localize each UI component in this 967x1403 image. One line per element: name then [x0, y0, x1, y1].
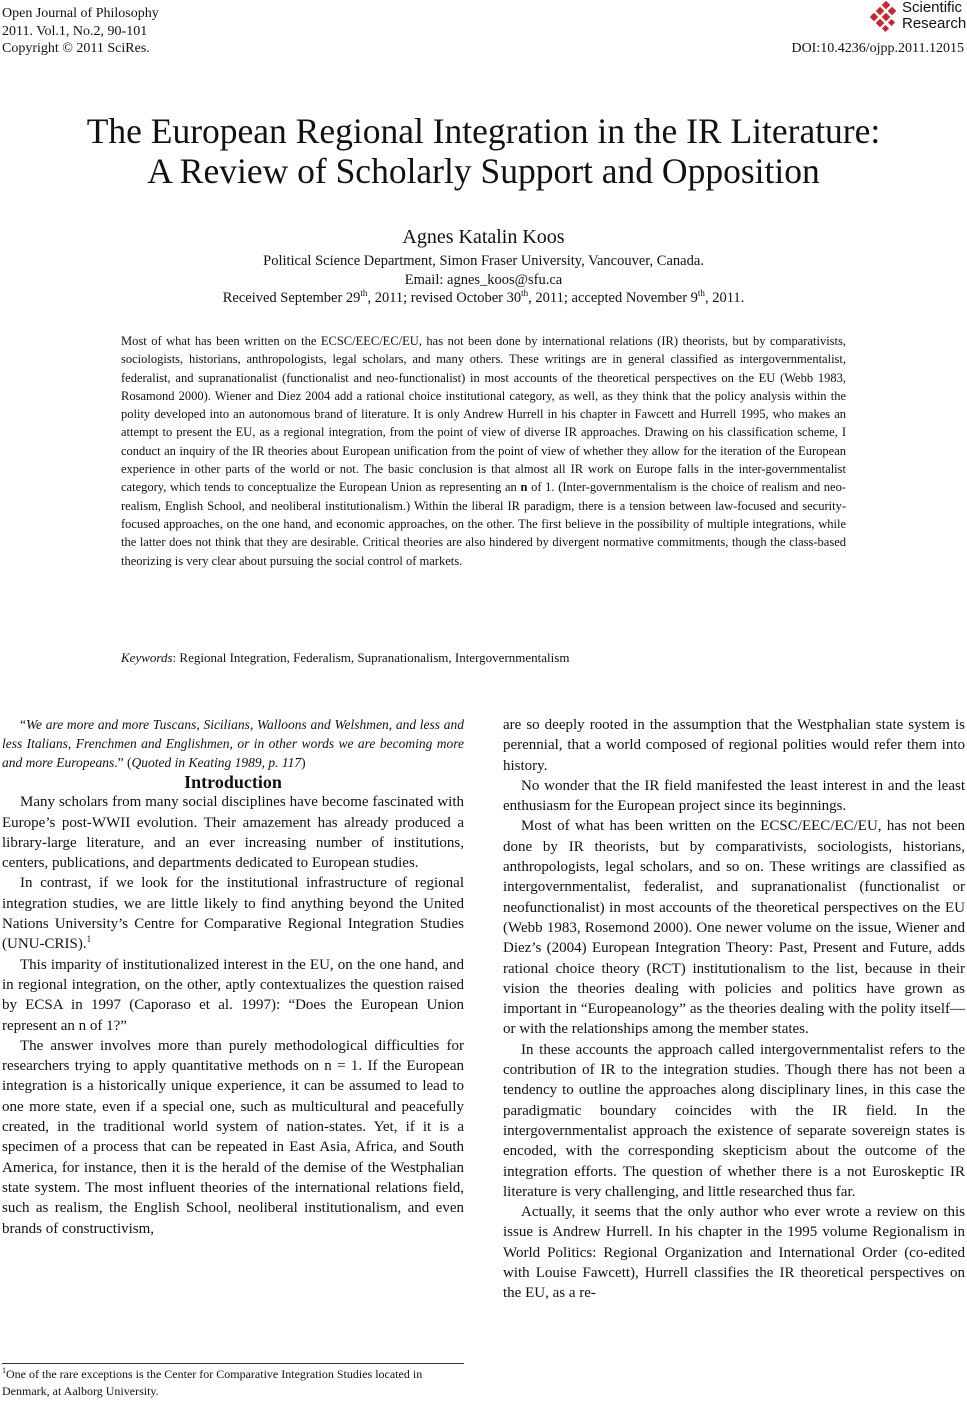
footnote-rule	[2, 1363, 464, 1364]
left-column	[2, 715, 464, 1239]
keywords: Keywords: Regional Integration, Federalism, Supranationalism, Intergovernmentalism	[121, 650, 570, 665]
journal-volume: 2011. Vol.1, No.2, 90-101	[2, 23, 148, 39]
paragraph: Many scholars from many social disciplines have become fascinated with Europe’s post-WWII evolution. Their amazement has already produced a library-large literature, and an ever increasing number of institutions, centers, publications, and departments dedicated to European studies.	[2, 794, 464, 872]
article-title: The European Regional Integration in the IR Literature: A Review of Scholarly Support and Opposition	[86, 111, 881, 191]
publisher-name: Scientific Research	[902, 0, 967, 32]
affiliation-block	[0, 252, 967, 308]
paragraph: are so deeply rooted in the assumption that the Westphalian state system is perennial, that a world composed of regional polities would refer them into history.	[503, 717, 965, 774]
running-header	[2, 5, 159, 58]
journal-name: Open Journal of Philosophy	[2, 6, 159, 21]
right-column	[503, 715, 965, 1304]
footnote: $^1$One of the rare exceptions is the Center for Comparative Integration Studies located in Denmark, at Aalborg University.	[2, 1366, 423, 1398]
epigraph-quote: “We are more and more Tuscans, Sicilians, Walloons and Welshmen, and less and less Italians, Frenchmen and Englishmen, or in other words we are becoming more and more Europeans.” (Quoted in Keating 1989, p. 117)	[2, 717, 465, 770]
paragraph: No wonder that the IR field manifested the least interest in and the least enthusiasm for the European project since its beginnings.	[503, 777, 965, 815]
paragraph: Actually, it seems that the only author who ever wrote a review on this issue is Andrew Hurrell. In his chapter in the 1995 volume Regionalism in World Politics: Regional Organization and International Order (co-edited with Louise Fawcett), Hurrell classifies the IR theoretical perspectives on the EU, as a re-	[503, 1204, 965, 1302]
publisher-logo	[866, 0, 967, 36]
paragraph: The answer involves more than purely methodological difficulties for researchers trying to apply quantitative methods on n = 1. If the European integration is a historically unique experience, it can be assumed to lead to one more state, even if a special one, such as multicultural and peacefully created, in the traditional world system of nation-states. Yet, if it is a specimen of a process that can be repeated in East Asia, Africa, and South America, for instance, then it is the herald of the demise of the Westphalian state system. The most influent theories of the international relations field, such as realism, the English School, neoliberal institutionalism, and even brands of constructivism,	[2, 1037, 464, 1237]
section-heading: Introduction	[184, 772, 282, 792]
doi: DOI:10.4236/ojpp.2011.12015	[791, 41, 964, 56]
paragraph: Most of what has been written on the ECSC/EEC/EC/EU, has not been done by IR theorists, but by comparativists, sociologists, historians, anthropologists, legal scholars, and so on. These writings are classified as intergovernmentalist, federalist, and supranationalist (functionalist or neofunctionalist) in most accounts of the theoretical perspectives on the EU (Webb 1983, Rosemond 2000). One newer volume on the issue, Wiener and Diez’s (2004) European Integration Theory: Past, Present and Future, adds rational choice theory (RCT) institutionalism to the list, because in their vision the theories dealing with policies and politics have grown as important in “Europeanology” as the theories dealing with the polity itself—or with the relationships among the member states.	[503, 818, 965, 1038]
received-dates: Received September 29th, 2011; revised October 30th, 2011; accepted November 9th, 2011.	[222, 288, 745, 306]
author-name: Agnes Katalin Koos	[402, 226, 565, 248]
affiliation: Political Science Department, Simon Fraser University, Vancouver, Canada.	[263, 253, 704, 269]
paragraph: This imparity of institutionalized interest in the EU, on the one hand, and in regional integration, on the other, aptly contextualizes the question raised by ECSA in 1997 (Caporaso et al. 1997): “Does the European Union represent an n of 1?”	[2, 956, 464, 1034]
email: Email: agnes_koos@sfu.ca	[404, 271, 563, 288]
copyright-line: Copyright © 2011 SciRes.	[2, 41, 150, 56]
footnote-ref: 1	[86, 934, 92, 945]
paragraph: In contrast, if we look for the institutional infrastructure of regional integration studies, we are little likely to find anything beyond the United Nations University’s Centre for Comparative Regional Integration Studies (UNU-CRIS).$^1$	[2, 875, 464, 953]
abstract: Most of what has been written on the ECSC/EEC/EC/EU, has not been done by international relations (IR) theorists, but by comparativists, sociologists, historians, anthropologists, legal scholars, and many others. These writings are in general classified as intergovernmentalist, federalist, and supranationalist (functionalist and neo-functionalist) in most accounts of the theoretical perspectives on the EU (Webb 1983, Rosamond 2000). Wiener and Diez 2004 add a rational choice institutional category, as well, as they think that the policy analysis within the polity developed into an autonomous brand of literature. It is only Andrew Hurrell in his chapter in Fawcett and Hurrell 1995, who makes an attempt to present the EU, as a regional integration, from the point of view of diverse IR approaches. Drawing on his classification scheme, I conduct an inquiry of the IR theories about European unification from the point of view of whether they allow for the iteration of the European experience in other parts of the world or not. The basic conclusion is that almost all IR work on Europe falls in the inter-governmentalist category, which tends to conceptualize the European Union as representing an n of 1. (Inter-governmentalism is the choice of realism and neo-realism, English School, and neoliberal institutionalism.) Within the liberal IR paradigm, there is a tension between law-focused and security-focused approaches, on the one hand, and economic approaches, on the other. The first believe in the possibility of multiple integrations, while the latter does not think that they are desirable. Critical theories are also hindered by divergent normative commitments, though the class-based theorizing is very clear about pursuing the social control of markets.	[121, 334, 846, 568]
paragraph: In these accounts the approach called intergovernmentalist refers to the contribution of IR to the integration studies. Though there has not been a tendency to outline the approaches along disciplinary lines, in this case the paradigmatic boundary coincides with the IR field. In the intergovernmentalist approach the existence of separate sovereign states is encoded, with the corresponding skepticism about the outcome of the integration efforts. The question of whether there is a not Euroskeptic IR literature is very challenging, and little researched thus far.	[503, 1041, 965, 1200]
diamond-cluster-icon	[866, 1, 902, 35]
